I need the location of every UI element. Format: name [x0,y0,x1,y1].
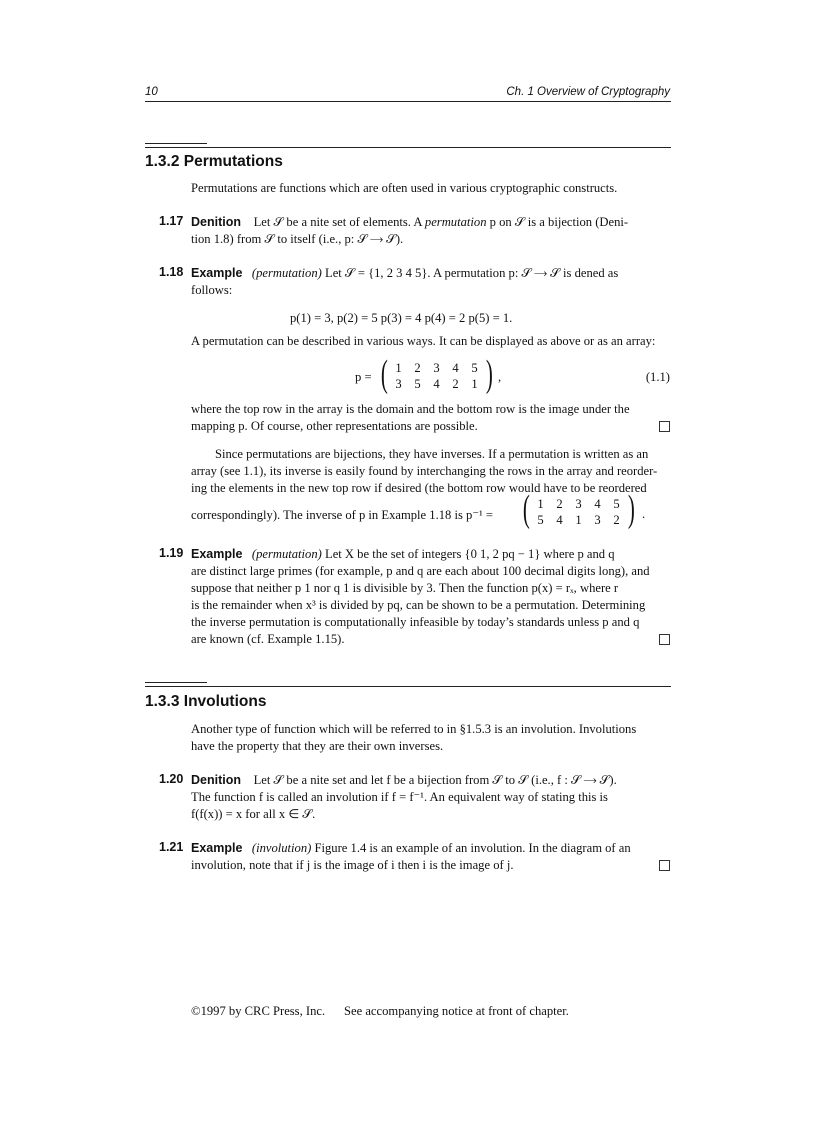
array-cell: 4 [433,377,440,391]
left-paren: ( [380,353,388,395]
display-equation: p(1) = 3, p(2) = 5 p(3) = 4 p(4) = 2 p(5) = 1. [290,311,513,325]
example-tag: (permutation) [251,547,322,561]
inverse-left-paren: ( [522,488,530,530]
example-1-19-line6: are known (cf. Example 1.15). [191,632,345,646]
example-1-19-line5: the inverse permutation is computationally infeasible by today’s standards unless p and q [191,615,640,629]
array-cell: 3 [594,513,601,527]
inverse-top-row [531,496,626,512]
array-cell: 2 [613,513,620,527]
example-label: Example [191,266,243,280]
page-number: 10 [145,86,158,98]
array-bottom-row [389,376,484,392]
qed-square [659,421,670,432]
section-intro-line2: have the property that they are their own inverses. [191,739,444,753]
definition-label: Denition [191,215,241,229]
section-intro-line1: Another type of function which will be referred to in §1.5.3 is an involution. Involutions [191,722,637,736]
array-top-row [389,360,484,376]
section-rule [145,147,671,148]
section-rule-short [145,143,207,144]
example-text: Let X be the set of integers {0 1, 2 pq − 1} where p and q [325,547,615,561]
array-cell: 3 [433,361,440,375]
footer [191,1004,569,1019]
example-label: Example [191,841,243,855]
definition-1-20-line3: f(f(x)) = x for all x ∈ 𝒮. [191,807,316,821]
example-1-19-line3: suppose that neither p 1 nor q 1 is divisible by 3. Then the function p(x) = rₓ, where r [191,581,619,595]
array-cell: 5 [414,377,421,391]
definition-text: Let 𝒮 be a nite set and let f be a bijection from 𝒮 to 𝒮 (i.e., f : 𝒮 ⟶ 𝒮). [253,773,617,787]
definition-1-20-line1 [191,772,617,788]
example-tag: (permutation) [251,266,322,280]
inverse-period: . [642,507,646,521]
definition-term: permutation [424,215,487,229]
footer-notice: See accompanying notice at front of chapter. [344,1004,569,1018]
example-1-18-line2: follows: [191,283,233,297]
definition-1-17-line2: tion 1.8) from 𝒮 to itself (i.e., p: 𝒮 ⟶ 𝒮). [191,232,404,246]
inverse-line3: ing the elements in the new top row if desired (the bottom row would have to be reordered [191,481,647,495]
qed-square [659,634,670,645]
array-cell: 1 [537,497,544,511]
array-lhs: p = [355,370,372,384]
section-title-permutations: 1.3.2 Permutations [145,153,283,170]
example-1-21-line2: involution, note that if j is the image of i then i is the image of j. [191,858,514,872]
inverse-line4: correspondingly). The inverse of p in Example 1.18 is p⁻¹ = [191,508,493,522]
definition-1-20-line2: The function f is called an involution if f = f⁻¹. An equivalent way of stating this is [191,790,608,804]
qed-square [659,860,670,871]
example-1-19-line2: are distinct large primes (for example, p and q are each about 100 decimal digits long), and [191,564,650,578]
section-intro: Permutations are functions which are often used in various cryptographic constructs. [191,181,618,195]
array-cell: 3 [395,377,402,391]
inverse-right-paren: ) [627,488,635,530]
array-cell: 4 [594,497,601,511]
header-rule [145,101,671,102]
array-cell: 2 [452,377,459,391]
right-paren: ) [485,353,493,395]
example-1-19-line4: is the remainder when x³ is divided by pq, can be shown to be a permutation. Determining [191,598,646,612]
definition-label: Denition [191,773,241,787]
array-cell: 5 [613,497,620,511]
section-title-involutions: 1.3.3 Involutions [145,693,267,710]
definition-1-17-line1 [191,214,628,230]
example-1-18-line4: where the top row in the array is the domain and the bottom row is the image under the [191,402,630,416]
definition-number: 1.20 [159,772,184,786]
array-cell: 4 [556,513,563,527]
copyright: ©1997 by CRC Press, Inc. [191,1004,326,1018]
array-cell: 2 [556,497,563,511]
array-cell: 1 [575,513,582,527]
example-1-18-line3: A permutation can be described in various ways. It can be displayed as above or as an array: [191,334,656,348]
definition-text: Let 𝒮 be a nite set of elements. A [253,215,422,229]
array-cell: 1 [395,361,402,375]
section-rule-short [145,682,207,683]
array-cell: 5 [537,513,544,527]
example-text: Figure 1.4 is an example of an involution. In the diagram of an [314,841,631,855]
array-cell: 5 [471,361,478,375]
example-number: 1.21 [159,840,184,854]
example-tag: (involution) [251,841,312,855]
array-comma: , [498,370,502,384]
section-rule [145,686,671,687]
equation-label: (1.1) [645,370,670,384]
array-cell: 4 [452,361,459,375]
definition-text-end: p on 𝒮 is a bijection (Deni- [489,215,629,229]
example-1-19-line1 [191,546,615,562]
example-1-18-line5: mapping p. Of course, other representations are possible. [191,419,478,433]
array-cell: 3 [575,497,582,511]
example-1-18-line1 [191,265,618,281]
example-number: 1.19 [159,546,184,560]
array-cell: 2 [414,361,421,375]
example-text: Let 𝒮 = {1, 2 3 4 5}. A permutation p: 𝒮 ⟶ 𝒮 is dened as [325,266,619,280]
example-label: Example [191,547,243,561]
running-title: Ch. 1 Overview of Cryptography [506,86,670,98]
definition-number: 1.17 [159,214,184,228]
example-1-21-line1 [191,840,631,856]
inverse-line1: Since permutations are bijections, they have inverses. If a permutation is written as an [215,447,649,461]
inverse-bottom-row [531,512,626,528]
inverse-line2: array (see 1.1), its inverse is easily found by interchanging the rows in the array and reorder- [191,464,658,478]
array-cell: 1 [471,377,478,391]
example-number: 1.18 [159,265,184,279]
